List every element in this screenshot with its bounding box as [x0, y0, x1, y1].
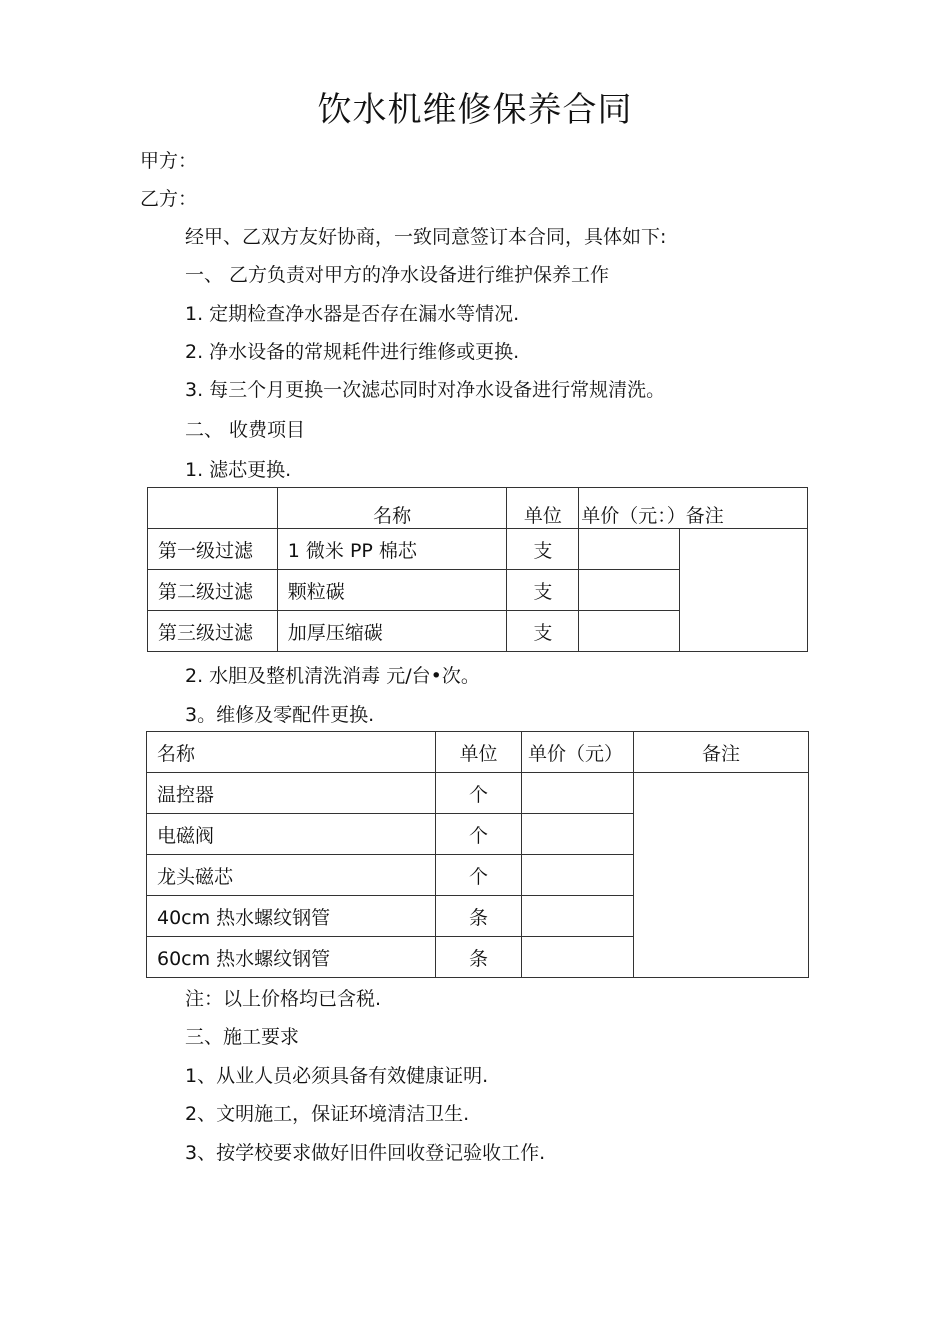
section2-heading: 二、 收费项目: [185, 419, 306, 441]
section3-item-3: 3、按学校要求做好旧件回收登记验收工作.: [185, 1142, 546, 1164]
table-header-row: [147, 732, 809, 773]
table-header-cell: 名称: [147, 732, 436, 773]
table-header-cell: 单位: [507, 488, 579, 529]
table-cell: 第三级过滤: [148, 611, 278, 652]
section1-heading: 一、 乙方负责对甲方的净水设备进行维护保养工作: [185, 264, 610, 286]
section2-item-3: 3。维修及零配件更换.: [185, 704, 375, 726]
table-cell: [522, 814, 634, 855]
document-title: 饮水机维修保养合同: [317, 90, 633, 130]
table-cell: 第二级过滤: [148, 570, 278, 611]
table-cell: [522, 855, 634, 896]
intro-text: 经甲、乙双方友好协商，一致同意签订本合同，具体如下:: [185, 226, 667, 248]
table-header-cell: 单价（元）: [522, 732, 634, 773]
section2-item-2: 2. 水胆及整机清洗消毒 元/台•次。: [185, 665, 480, 687]
table-header-cell: 名称: [277, 488, 507, 529]
tax-note: 注：以上价格均已含税.: [185, 988, 382, 1010]
section1-item-1: 1. 定期检查净水器是否存在漏水等情况.: [185, 303, 520, 325]
table-cell: 支: [507, 611, 579, 652]
table-cell: 支: [507, 529, 579, 570]
table-cell: 40cm 热水螺纹钢管: [147, 896, 436, 937]
table-cell: [680, 529, 808, 652]
table-cell: [634, 773, 809, 978]
table-cell: [522, 937, 634, 978]
section3-item-2: 2、文明施工，保证环境清洁卫生.: [185, 1103, 470, 1125]
table-cell: 加厚压缩碳: [277, 611, 507, 652]
table-header-cell: 单价（元：）备注: [579, 488, 808, 529]
table-cell: 60cm 热水螺纹钢管: [147, 937, 436, 978]
table-cell: 条: [436, 896, 522, 937]
section3-item-1: 1、从业人员必须具备有效健康证明.: [185, 1065, 489, 1087]
table-cell: 1 微米 PP 棉芯: [277, 529, 507, 570]
table-cell: 颗粒碳: [277, 570, 507, 611]
table-cell: 温控器: [147, 773, 436, 814]
party-a-label: 甲方：: [140, 150, 198, 172]
table-cell: 个: [436, 814, 522, 855]
table-cell: [579, 570, 680, 611]
table-row: [147, 773, 809, 814]
table-header-row: [148, 488, 808, 529]
table-header-cell: 单位: [436, 732, 522, 773]
table-cell: 条: [436, 937, 522, 978]
table-cell: 支: [507, 570, 579, 611]
table-row: [148, 529, 808, 570]
table-cell: [522, 896, 634, 937]
parts-price-table: [146, 731, 809, 978]
table-header-cell: [148, 488, 278, 529]
table-cell: 龙头磁芯: [147, 855, 436, 896]
section1-item-3: 3. 每三个月更换一次滤芯同时对净水设备进行常规清洗。: [185, 379, 666, 401]
section3-heading: 三、施工要求: [185, 1026, 300, 1048]
party-b-label: 乙方：: [140, 188, 198, 210]
section2-item-1: 1. 滤芯更换.: [185, 459, 292, 481]
table-cell: 电磁阀: [147, 814, 436, 855]
section1-item-2: 2. 净水设备的常规耗件进行维修或更换.: [185, 341, 520, 363]
table-cell: 第一级过滤: [148, 529, 278, 570]
filter-price-table: [147, 487, 808, 652]
table-cell: [522, 773, 634, 814]
table-cell: [579, 529, 680, 570]
table-cell: 个: [436, 855, 522, 896]
table-cell: 个: [436, 773, 522, 814]
table-cell: [579, 611, 680, 652]
table-header-cell: 备注: [634, 732, 809, 773]
